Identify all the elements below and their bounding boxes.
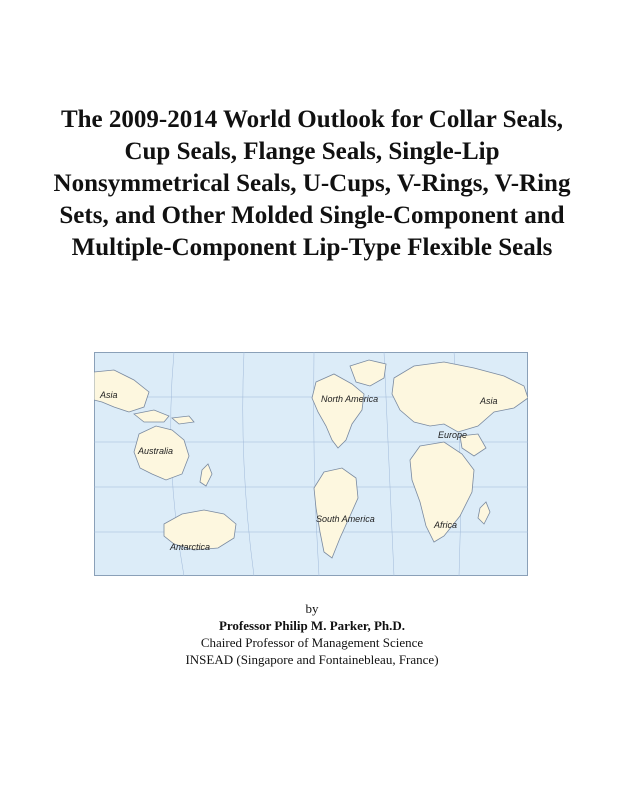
map-label-north-america bbox=[321, 394, 378, 404]
world-map bbox=[94, 352, 528, 576]
map-label-africa: Africa bbox=[434, 520, 458, 530]
world-map-graphic bbox=[94, 352, 528, 576]
map-label-north-america-text: North America bbox=[321, 394, 379, 404]
map-label-asia-left: Asia bbox=[100, 390, 118, 400]
map-label-antarctica: Antarctica bbox=[170, 542, 211, 552]
map-label-south-america: South America bbox=[316, 514, 375, 524]
book-title: The 2009-2014 World Outlook for Collar Seals, Cup Seals, Flange Seals, Single-Lip Nonsymmetrical Seals, U-Cups, V-Rings, V-Ring Sets, and Other Molded Single-Component and Multiple-Component Lip-Type Flexible Seals bbox=[53, 106, 571, 261]
map-label-australia: Australia bbox=[138, 446, 174, 456]
author-name: Professor Philip M. Parker, Ph.D. bbox=[218, 618, 406, 633]
author-position: Chaired Professor of Management Science bbox=[200, 635, 424, 650]
byline bbox=[0, 600, 624, 668]
map-label-asia-right: Asia bbox=[480, 396, 498, 406]
byline-by: by bbox=[305, 601, 319, 616]
map-label-europe: Europe bbox=[438, 430, 468, 440]
author-institution: INSEAD (Singapore and Fontainebleau, France) bbox=[185, 652, 439, 667]
